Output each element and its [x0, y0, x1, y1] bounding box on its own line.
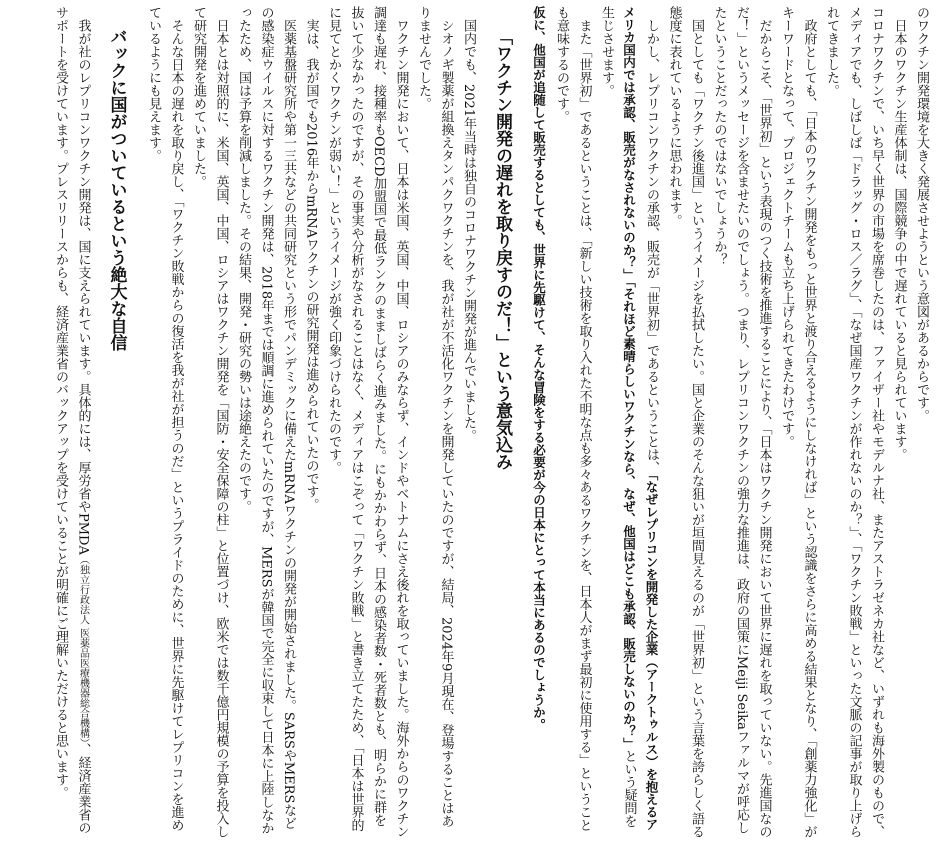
paragraph-text: という疑問を生じさせます。 [599, 6, 637, 828]
parenthetical-note: （独立行政法人 医薬品医療機器総合機構） [77, 554, 89, 744]
emphasized-question: 仮に、他国が追随して販売するとしても、世界に先駆けて、そんな冒険をする必要が今の日本にとって本当にあるのでしょうか。 [531, 6, 547, 731]
paragraph: ワクチン開発において、日本は米国、英国、中国、ロシアのみならず、インドやベトナムにさえ後れを取っていました。海外からのワクチン調達も遅れ、接種率もOECD加盟国で最低ランクのまましばらく進みました。にもかかわらず、日本の感染者数・死者数とも、明らかに群を抜いて少なかったのですが、その事実や分析がなされることはなく、メディアはこぞって「ワクチン敗戦」と書き立てたため、「日本は世界的に見てとかくワクチンが弱い！」というイメージが強く印象づけられたのです。 [326, 6, 409, 838]
paragraph-text: 我が社のレプリコンワクチン開発は、国に支えられています。具体的には、厚労省やPMDA [75, 19, 91, 555]
paragraph: 医薬基盤研究所や第一三共などの共同研究という形でパンデミックに備えたmRNAワクチンの開発が開始されました。SARSやMERSなどの感染症ウイルスに対するワクチン開発は、2018年までは順調に進められていたのですが、MERSが韓国で完全に収束して日本に上陸しなかったため、国は予算を削減しました。その結果、開発・研究の勢いは途絶えたのです。 [236, 6, 296, 835]
paragraph [595, 6, 663, 838]
section-heading: バックに国がついているという絶大な自信 [106, 28, 127, 351]
emphasized-question: 「なぜレプリコンを開発した企業（アークトゥルス）を抱えるアメリカ国内では承認、販売がなされないのか？」「それほど素晴らしいワクチンなら、なぜ、他国はどこも承認、販売しないのか？」 [621, 6, 659, 831]
document-page [0, 6, 932, 838]
paragraph: のワクチン開発環境を大きく発展させようという意図があるからです。 [914, 6, 929, 422]
paragraph: 政府としても、「日本のワクチン開発をもっと世界と渡り合えるようにしなければ」という認識をさらに高める結果となり、「創薬力強化」がキーワードとなって、プロジェクトチームも立ち上げられてきたわけです。 [779, 6, 817, 838]
paragraph [49, 6, 94, 838]
paragraph: そんな日本の遅れを取り戻し、「ワクチン敗戦からの復活を我が社が担うのだ」というプライドのために、世界に先駆けてレプリコンを進めているようにも見えます。 [146, 6, 184, 832]
paragraph: シオノギ製薬が組換えタンパクワクチンを、我が社が不活化ワクチンを開発していたのですが、結局、2024年9月現在、登場することはありませんでした。 [416, 6, 454, 828]
paragraph-text: しかし、レプリコンワクチンの承認、販売が「世界初」であるということは、 [644, 19, 659, 474]
paragraph: だからこそ、「世界初」という表現のつく技術を推進することにより、「日本はワクチン開発において世界に遅れを取っていない。先進国なのだ！」というメッセージを含ませたいのでしょう。つまり、レプリコンワクチンの強力な推進は、政府の国策にMeiji Seikaファルマが呼応したということだったのではないでしょうか？ [711, 6, 772, 838]
paragraph: 実は、我が国でも2016年からmRNAワクチンの研究開発は進められていたのです。 [303, 19, 319, 511]
paragraph: コロナワクチンで、いち早く世界の市場を席巻したのは、ファイザー社やモデルナ社、またアストラゼネカ社など、いずれも海外製のもので、メディアでも、しばしば「ドラッグ・ロス／ラグ」、「なぜ国産ワクチンが作れないのか？」、「ワクチン敗戦」といった文脈の記事が取り上げられてきました。 [824, 6, 884, 838]
paragraph: 国としても「ワクチン後進国」というイメージを払拭したい。国と企業のそんな狙いが垣間見えるのが「世界初」という言葉を誇らしく語る態度に表れているように思われます。 [666, 6, 704, 838]
paragraph: 日本のワクチン生産体制は、国際競争の中で遅れていると見られています。 [891, 19, 907, 461]
paragraph: また「世界初」であるということは、「新しい技術を取り入れた不明な点も多々あるワクチンを、日本人がまず最初に使用する」ということも意味するのです。 [554, 6, 592, 832]
paragraph: 日本とは対照的に、米国、英国、中国、ロシアはワクチン開発を「国防・安全保障の柱」と位置づけ、欧米では数千億円規模の予算を投入して研究開発を進めていました。 [191, 6, 229, 838]
paragraph-text: 、経済産業省のサポートを受けています。プレスリリースからも、経済産業省のバックアップを受けていることが明確にご理解いただけると思います。 [53, 6, 91, 835]
section-heading: 「ワクチン開発の遅れを取り戻すのだ！」という意気込み [492, 28, 512, 470]
paragraph: 国内でも、2021年当時は独自のコロナワクチン開発が進んでいました。 [461, 19, 476, 443]
